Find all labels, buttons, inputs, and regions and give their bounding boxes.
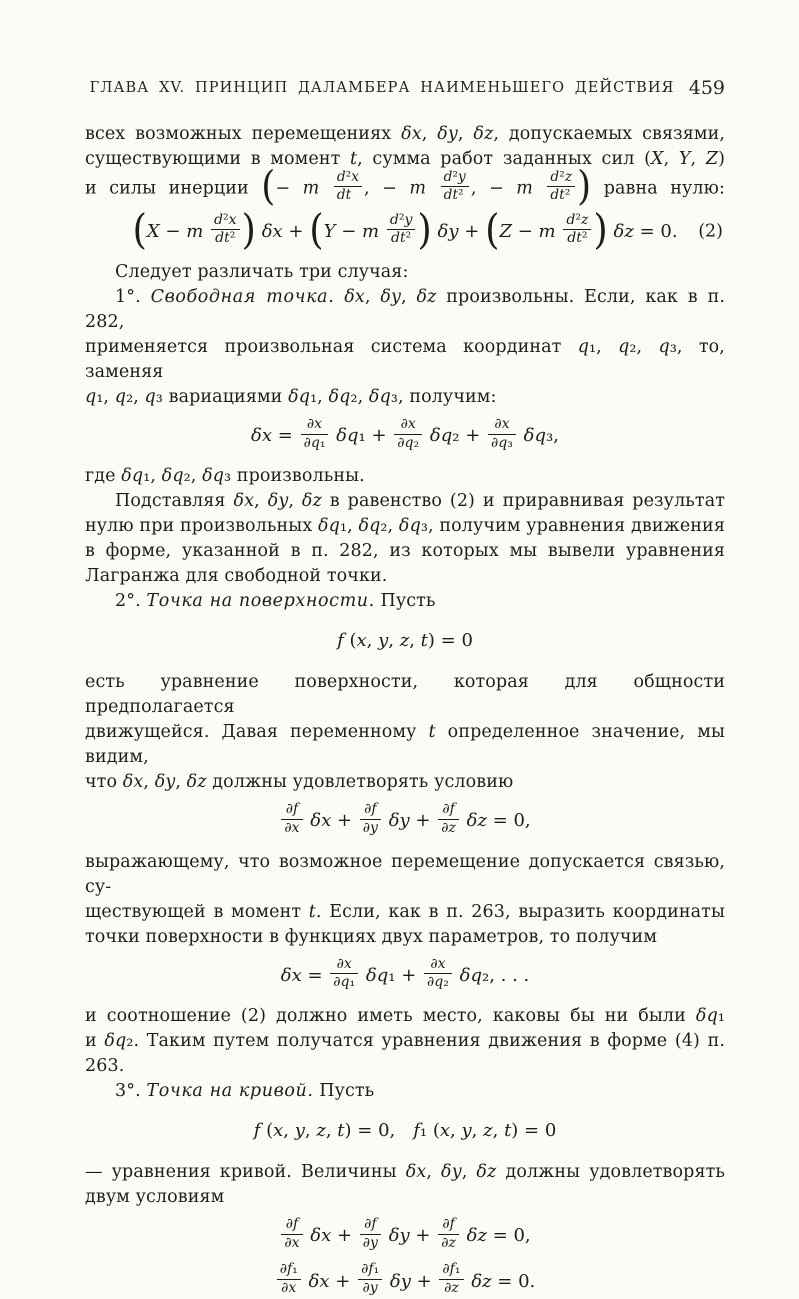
equation bbox=[85, 955, 725, 993]
fraction: $\frac{\text{∂f₁}}{\partial z}$ bbox=[439, 1262, 463, 1296]
equation bbox=[85, 631, 725, 651]
fraction: $\frac{\partial x}{\text{∂q₁}}$ bbox=[301, 417, 329, 451]
text-line: движущейся. Давая переменному t определенное значение, мы видим, bbox=[85, 722, 725, 768]
fraction: $\frac{\partial f}{\partial x}$ bbox=[281, 1217, 302, 1251]
text-line: 2°. Точка на поверхности. Пусть bbox=[115, 591, 436, 612]
fraction: $\frac{\text{∂f₁}}{\partial x}$ bbox=[277, 1262, 301, 1296]
emphasis: Свободная точка. bbox=[150, 287, 335, 307]
equation-tag: (2) bbox=[698, 221, 723, 242]
content bbox=[85, 122, 725, 1299]
fraction: $\frac{\text{d²x}}{\text{dt²}}$ bbox=[211, 213, 240, 247]
text-line: выражающему, что возможное перемещение допускается связью, су- bbox=[85, 851, 725, 897]
running-header bbox=[85, 77, 725, 104]
equation bbox=[85, 416, 725, 453]
text-line: применяется произвольная система координат q₁, q₂, q₃, то, заменяя bbox=[85, 337, 725, 382]
paragraph bbox=[85, 850, 725, 950]
fraction: $\frac{\partial x}{\text{∂q₁}}$ bbox=[330, 957, 358, 991]
paragraph bbox=[85, 589, 725, 614]
equation bbox=[85, 801, 725, 838]
fraction: $\frac{\partial f}{\partial z}$ bbox=[438, 802, 459, 836]
fraction: $\frac{\partial f}{\partial z}$ bbox=[438, 1217, 459, 1251]
text-line: в форме, указанной в п. 282, из которых мы вывели уравнения bbox=[85, 541, 725, 562]
equation-body: f (x, y, z, t) = 0 bbox=[337, 630, 473, 652]
paragraph bbox=[85, 464, 725, 489]
equation-body: δx = $\frac{\partial x}{\text{∂q₁}}$ δq₁ + $\frac{\partial x}{\text{∂q₂}}$ δq₂ + $\frac{\partial x}{\text{∂q₃}}$ δq₃, bbox=[251, 416, 559, 451]
text-line: есть уравнение поверхности, которая для общности предполагается bbox=[85, 672, 725, 718]
text-line: двум условиям bbox=[85, 1186, 225, 1207]
equation-body: f (x, y, z, t) = 0, f₁ (x, y, z, t) = 0 bbox=[253, 1120, 557, 1142]
equation-body: $\frac{\text{∂f₁}}{\partial x}$ δx + $\frac{\text{∂f₁}}{\partial y}$ δy + $\frac{\text{∂f₁}}{\partial z}$ δz = 0. bbox=[275, 1271, 536, 1292]
fraction: $\frac{\text{d²z}}{\text{dt²}}$ bbox=[563, 213, 591, 247]
text-line: и δq₂. Таким путем получатся уравнения движения в форме (4) п. 263. bbox=[85, 1031, 725, 1077]
paragraph bbox=[85, 489, 725, 589]
paragraph bbox=[85, 285, 725, 410]
text-line: Следует различать три случая: bbox=[115, 262, 409, 282]
text-line: ществующей в момент t. Если, как в п. 263, выразить координаты bbox=[85, 901, 725, 922]
emphasis: Точка на кривой. bbox=[146, 1081, 314, 1102]
paragraph bbox=[85, 1004, 725, 1079]
paragraph bbox=[85, 670, 725, 795]
fraction: $\frac{\partial x}{\text{∂q₃}}$ bbox=[488, 417, 516, 451]
text-line: Подставляя δx, δy, δz в равенство (2) и приравнивая результат bbox=[115, 491, 726, 512]
paragraph bbox=[85, 1079, 725, 1104]
fraction: $\frac{\text{d²x}}{dt}$ bbox=[334, 170, 362, 204]
page-number: 459 bbox=[688, 77, 725, 99]
text-line: где δq₁, δq₂, δq₃ произвольны. bbox=[85, 466, 365, 487]
equation-body: δx = $\frac{\partial x}{\text{∂q₁}}$ δq₁ + $\frac{\partial x}{\text{∂q₂}}$ δq₂, . . . bbox=[280, 955, 530, 991]
fraction: $\frac{\partial f}{\partial y}$ bbox=[360, 1217, 381, 1251]
text-line: 1°. Свободная точка. δx, δy, δz произвольны. Если, как в п. 282, bbox=[85, 287, 726, 332]
text-line: существующими в момент t, сумма работ заданных сил (X, Y, Z) bbox=[85, 149, 726, 169]
paragraph bbox=[85, 122, 725, 172]
paragraph bbox=[85, 260, 725, 285]
fraction: $\frac{\partial x}{\text{∂q₂}}$ bbox=[424, 957, 452, 991]
equation bbox=[85, 205, 725, 254]
fraction: $\frac{\partial f}{\partial x}$ bbox=[281, 802, 302, 836]
fraction: $\frac{\partial x}{\text{∂q₂}}$ bbox=[394, 417, 422, 451]
text-line: Лагранжа для свободной точки. bbox=[85, 566, 388, 587]
equation-body: $\frac{\partial f}{\partial x}$ δx + $\frac{\partial f}{\partial y}$ δy + $\frac{\partial f}{\partial z}$ δz = 0, bbox=[279, 810, 530, 831]
fraction: $\frac{\partial f}{\partial y}$ bbox=[360, 802, 381, 836]
fraction: $\frac{\text{d²y}}{\text{dt²}}$ bbox=[387, 213, 416, 247]
text-line: нулю при произвольных δq₁, δq₂, δq₃, получим уравнения движения bbox=[85, 516, 725, 537]
text-line: что δx, δy, δz должны удовлетворять условию bbox=[85, 772, 514, 793]
fraction: $\frac{\text{d²y}}{\text{dt²}}$ bbox=[441, 170, 469, 204]
fraction: $\frac{\text{d²z}}{\text{dt²}}$ bbox=[547, 170, 575, 204]
text-line: — уравнения кривой. Величины δx, δy, δz должны удовлетворять bbox=[85, 1161, 725, 1182]
paragraph bbox=[85, 163, 725, 210]
equation bbox=[85, 1121, 725, 1141]
text-line: точки поверхности в функциях двух параметров, то получим bbox=[85, 926, 658, 947]
equation bbox=[85, 1215, 725, 1253]
text-line: и силы инерции (− m $\frac{\text{d²x}}{dt}$ , − m $\frac{\text{d²y}}{\text{dt²}}$ , − m $\frac{\text{d²z}}{\text{dt²}}$ ) равна нулю: bbox=[85, 163, 725, 210]
chapter-title: ГЛАВА XV. ПРИНЦИП ДАЛАМБЕРА НАИМЕНЬШЕГО ДЕЙСТВИЯ bbox=[89, 80, 675, 96]
fraction: $\frac{\text{∂f₁}}{\partial y}$ bbox=[358, 1262, 382, 1296]
equation bbox=[85, 1261, 725, 1298]
text-line: q₁, q₂, q₃ вариациями δq₁, δq₂, δq₃, получим: bbox=[85, 387, 497, 407]
text-line: 3°. Точка на кривой. Пусть bbox=[115, 1081, 375, 1102]
text-line: всех возможных перемещениях δx, δy, δz, допускаемых связями, bbox=[85, 124, 726, 144]
paragraph bbox=[85, 1160, 725, 1210]
equation-body: $\frac{\partial f}{\partial x}$ δx + $\frac{\partial f}{\partial y}$ δy + $\frac{\partial f}{\partial z}$ δz = 0, bbox=[279, 1225, 530, 1246]
equation-body: (X − m $\frac{\text{d²x}}{\text{dt²}}$ ) δx + (Y − m $\frac{\text{d²y}}{\text{dt²}}$ ) δy + (Z − m $\frac{\text{d²z}}{\text{dt²}}$ ) δz = 0. bbox=[132, 205, 678, 254]
text-line: и соотношение (2) должно иметь место, каковы бы ни были δq₁ bbox=[85, 1006, 725, 1027]
emphasis: Точка на поверхности. bbox=[146, 591, 375, 612]
